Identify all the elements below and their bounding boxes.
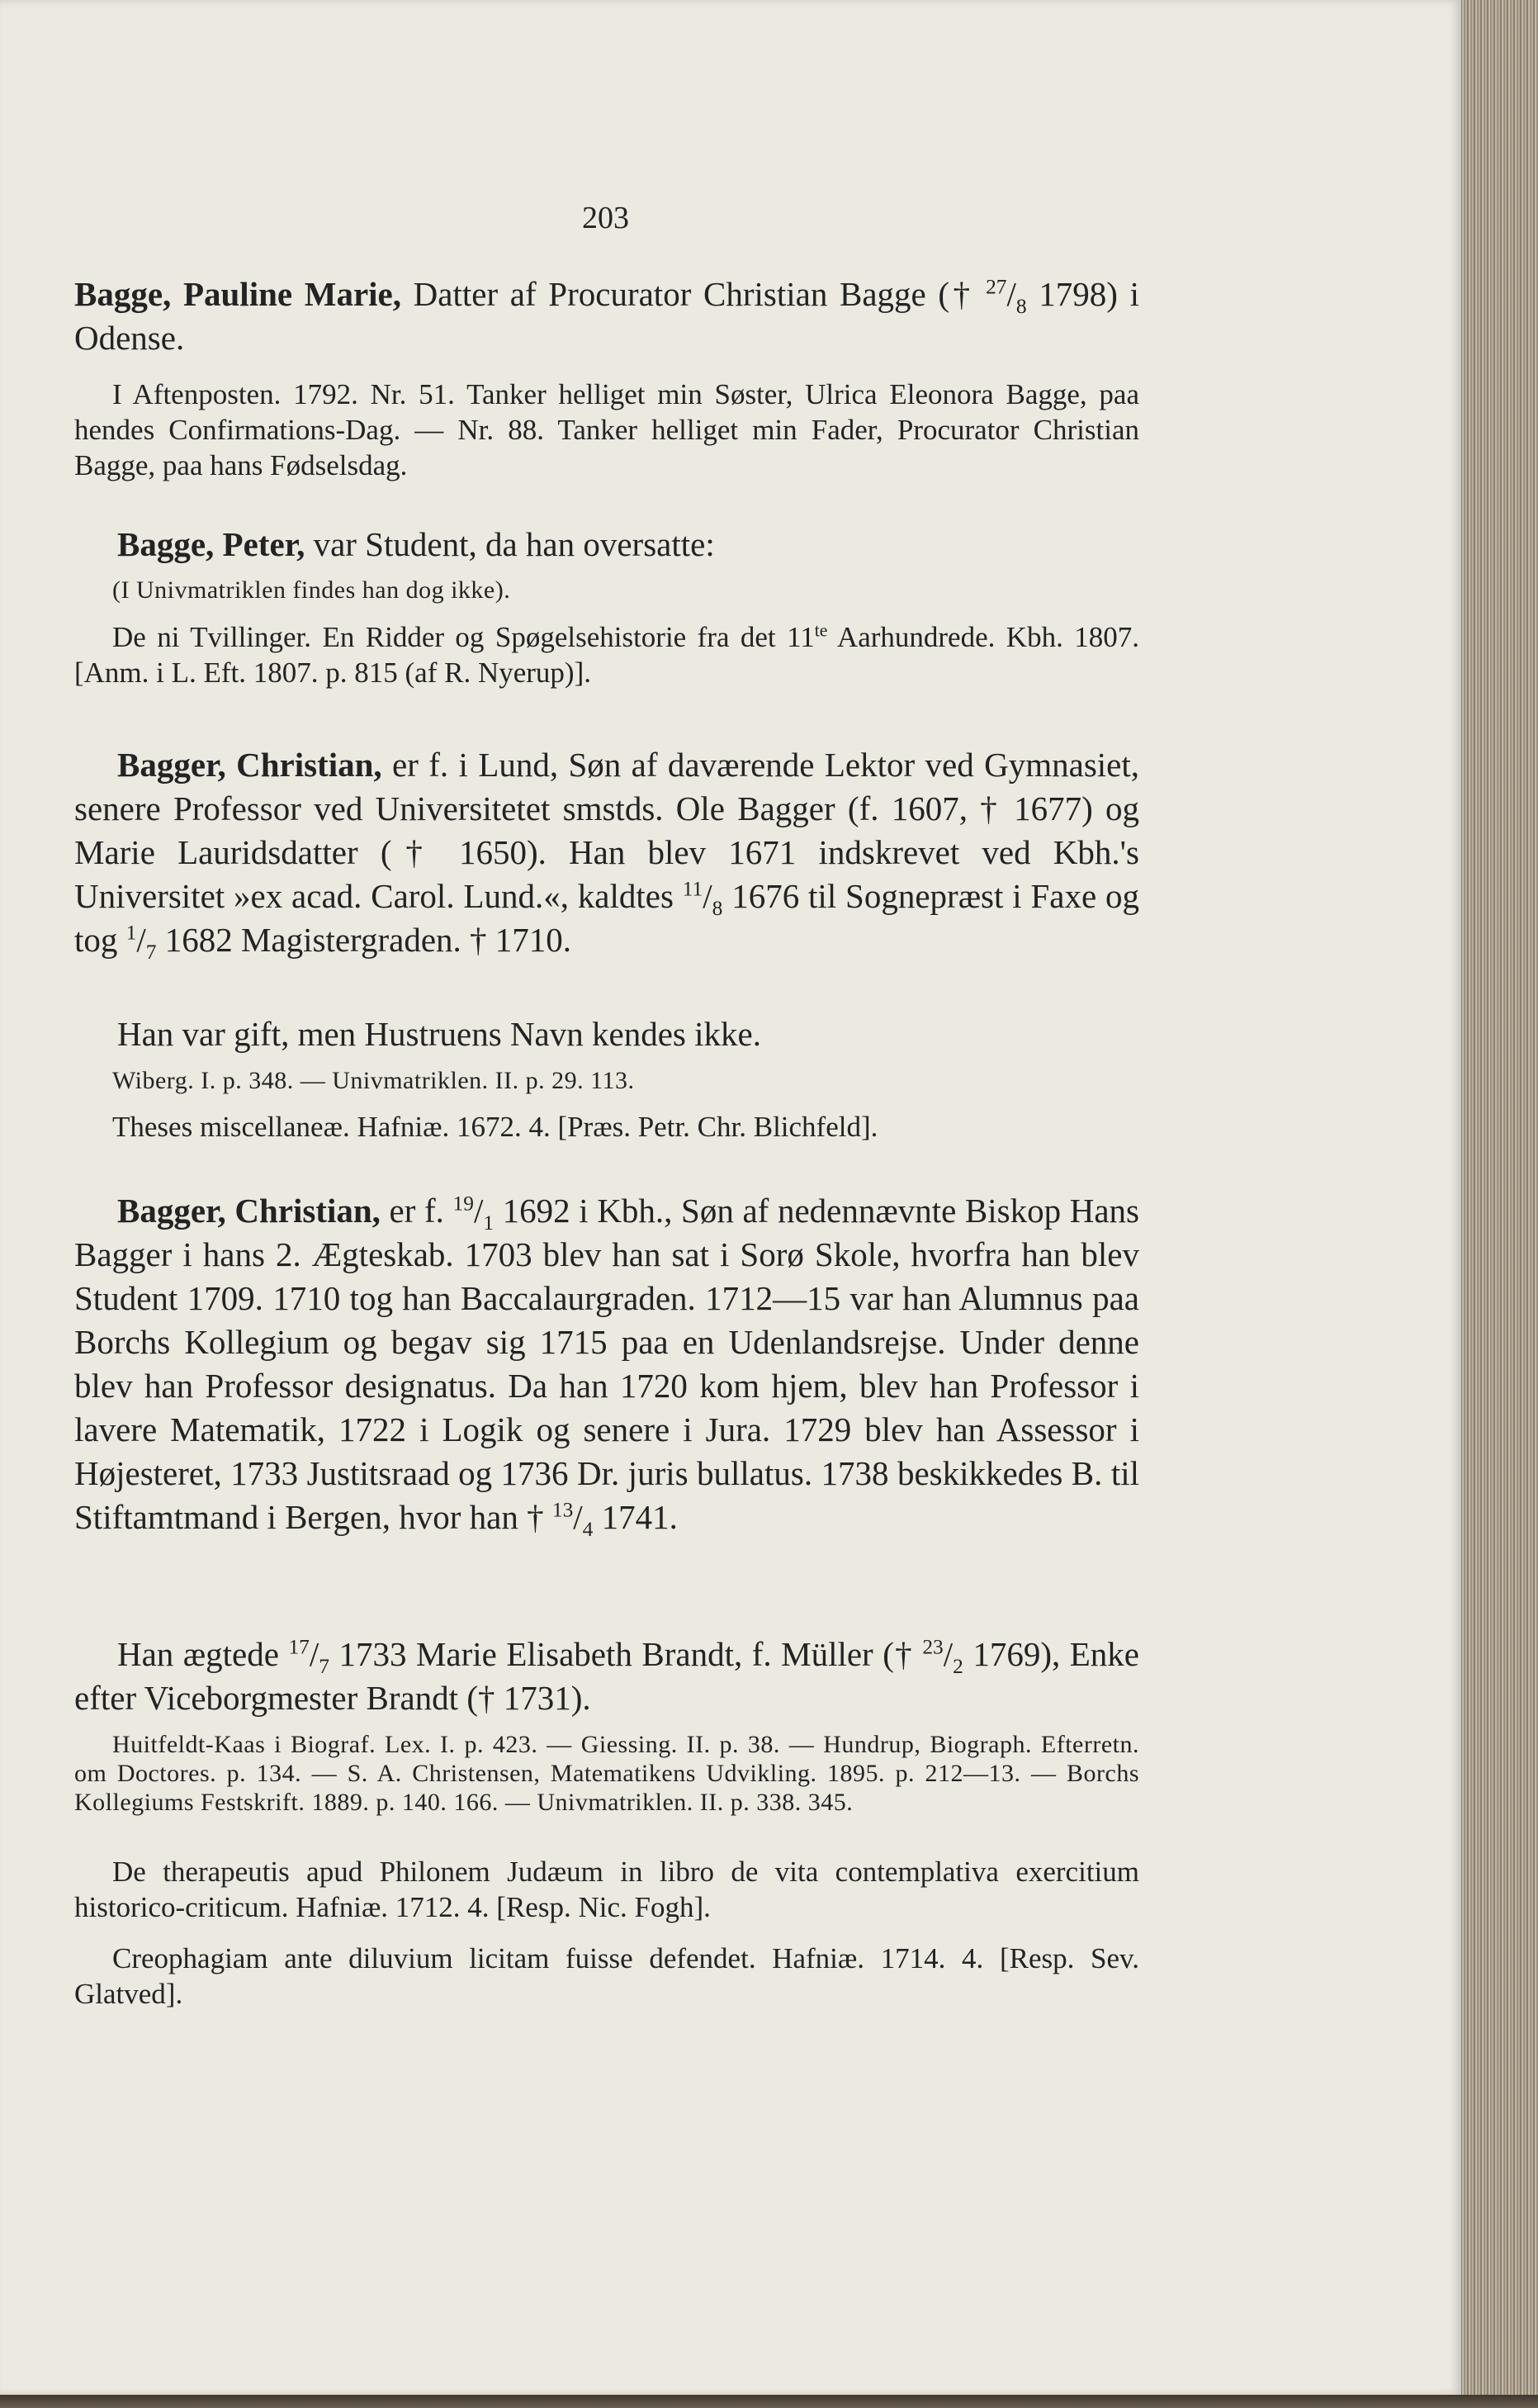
entry-bagge-peter: Bagge, Peter, var Student, da han oversatte: — [117, 525, 715, 563]
entry-paragraph: Han ægtede $^{17}/_7$ 1733 Marie Elisabeth Brandt, f. Müller († $^{23}/_2$ 1769), Enke efter Viceborgmester Brandt († 1731). — [74, 1635, 1139, 1717]
entry-heading: Bagger, Christian, — [117, 1192, 381, 1230]
entry-heading: Bagge, Pauline Marie, — [74, 275, 401, 313]
page-number: 203 — [582, 201, 629, 235]
book-bottom-edge — [0, 2395, 1538, 2408]
entry-reference: Wiberg. I. p. 348. — Univmatriklen. II. p. 29. 113. — [112, 1067, 635, 1094]
entry-work: De therapeutis apud Philonem Judæum in libro de vita contemplativa exercitium historico-criticum. Hafniæ. 1712. 4. [Resp. Nic. Fogh]. — [74, 1856, 1139, 1923]
entry-paragraph: Han var gift, men Hustruens Navn kendes ikke. — [117, 1015, 761, 1053]
entry-bagger-christian-1: Bagger, Christian, er f. i Lund, Søn af daværende Lektor ved Gymnasiet, senere Professor ved Universitetet smstds. Ole Bagger (f. 1607, † 1677) og Marie Lauridsdatter († 1650). Han blev 1671 indskrevet ved Kbh.'s Universitet »ex acad. Carol. Lund.«, kaldtes $^{11}/_8$ 1676 til Sognepræst i Faxe og tog $^1/_7$ 1682 Magistergraden. † 1710. — [74, 746, 1140, 965]
book-page-edges — [1461, 0, 1538, 2408]
entry-bagge-pauline: Bagge, Pauline Marie, Datter af Procurator Christian Bagge († $^{27}/_8$ 1798) i Odense. — [74, 275, 1139, 357]
entry-heading: Bagge, Peter, — [117, 525, 305, 563]
entry-reference: De ni Tvillinger. En Ridder og Spøgelsehistorie fra $\det 11^{te}$ Aarhundrede. Kbh. 1807. [Anm. i L. Eft. 1807. p. 815 (af R. Nyerup)]. — [74, 620, 1139, 689]
entry-note: (I Univmatriklen findes han dog ikke). — [112, 576, 511, 604]
entry-work: Theses miscellaneæ. Hafniæ. 1672. 4. [Præs. Petr. Chr. Blichfeld]. — [112, 1111, 878, 1143]
entry-heading: Bagger, Christian, — [117, 746, 382, 784]
entry-reference: I Aftenposten. 1792. Nr. 51. Tanker helliget min Søster, Ulrica Eleonora Bagge, paa hendes Confirmations-Dag. — Nr. 88. Tanker helliget min Fader, Procurator Christian Bagge, paa hans Fødselsdag. — [74, 378, 1139, 481]
entry-reference: Huitfeldt-Kaas i Biograf. Lex. I. p. 423. — Giessing. II. p. 38. — Hundrup, Biograph. Efterretn. om Doctores. p. 134. — S. A. Christensen, Matematikens Udvikling. 1895. p. 212—13. — Borchs Kollegiums Festskrift. 1889. p. 140. 166. — Univmatriklen. II. p. 338. 345. — [74, 1731, 1139, 1816]
entry-work: Creophagiam ante diluvium licitam fuisse defendet. Hafniæ. 1714. 4. [Resp. Sev. Glatved]. — [74, 1942, 1139, 2010]
entry-bagger-christian-2: Bagger, Christian, er f. $^{19}/_1$ 1692 i Kbh., Søn af nedennævnte Biskop Hans Bagger i hans 2. Ægteskab. 1703 blev han sat i Sorø Skole, hvorfra han blev Student 1709. 1710 tog han Baccalaurgraden. 1712—15 var han Alumnus paa Borchs Kollegium og begav sig 1715 paa en Udenlandsrejse. Under denne blev han Professor designatus. Da han 1720 kom hjem, blev han Professor i lavere Matematik, 1722 i Logik og senere i Jura. 1729 blev han Assessor i Højesteret, 1733 Justitsraad og 1736 Dr. juris bullatus. 1738 beskikkedes B. til Stiftamtmand i Bergen, hvor han † $^{13}/_4$ 1741. — [74, 1192, 1139, 1542]
